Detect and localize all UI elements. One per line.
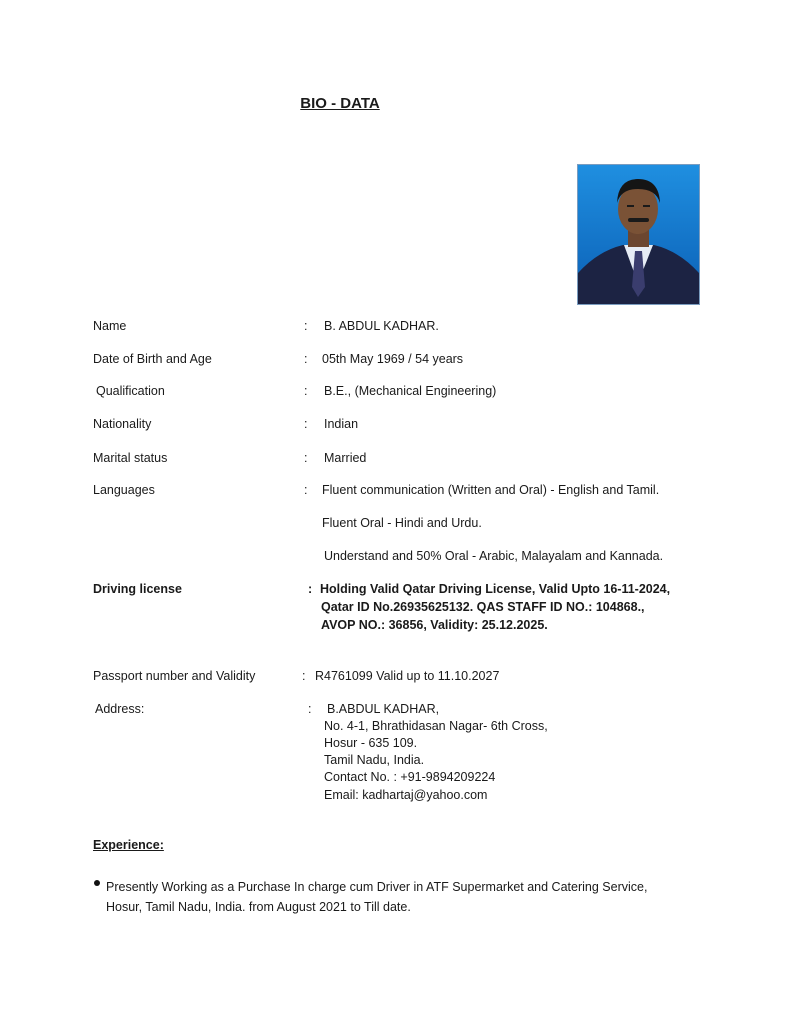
document-title: BIO - DATA bbox=[300, 95, 380, 112]
passport-label: Passport number and Validity bbox=[93, 669, 256, 683]
experience-heading: Experience: bbox=[93, 838, 164, 852]
colon: : bbox=[304, 319, 308, 333]
colon: : bbox=[308, 582, 313, 596]
driving-license-line: AVOP NO.: 36856, Validity: 25.12.2025. bbox=[321, 618, 548, 632]
address-line: Hosur - 635 109. bbox=[324, 736, 418, 750]
email-address: Email: kadhartaj@yahoo.com bbox=[324, 788, 488, 802]
bullet-icon bbox=[94, 880, 100, 886]
languages-line: Fluent Oral - Hindi and Urdu. bbox=[322, 516, 482, 530]
passport-value: R4761099 Valid up to 11.10.2027 bbox=[315, 669, 500, 683]
address-line: No. 4-1, Bhrathidasan Nagar- 6th Cross, bbox=[324, 719, 548, 733]
dob-value: 05th May 1969 / 54 years bbox=[322, 352, 464, 366]
colon: : bbox=[308, 702, 312, 716]
colon: : bbox=[304, 417, 308, 431]
marital-label: Marital status bbox=[93, 451, 168, 465]
driving-license-line: Qatar ID No.26935625132. QAS STAFF ID NO.: 104868., bbox=[321, 600, 645, 614]
address-label: Address: bbox=[95, 702, 145, 716]
address-line: Tamil Nadu, India. bbox=[324, 753, 425, 767]
nationality-label: Nationality bbox=[93, 417, 152, 431]
colon: : bbox=[304, 384, 308, 398]
name-label: Name bbox=[93, 319, 127, 333]
name-value: B. ABDUL KADHAR. bbox=[324, 319, 439, 333]
colon: : bbox=[304, 483, 308, 497]
driving-license-label: Driving license bbox=[93, 582, 182, 596]
qualification-value: B.E., (Mechanical Engineering) bbox=[324, 384, 497, 398]
qualification-label: Qualification bbox=[96, 384, 165, 398]
languages-line: Understand and 50% Oral - Arabic, Malayalam and Kannada. bbox=[324, 549, 664, 563]
address-line: B.ABDUL KADHAR, bbox=[327, 702, 440, 716]
dob-label: Date of Birth and Age bbox=[93, 352, 212, 366]
marital-value: Married bbox=[324, 451, 367, 465]
experience-item: Presently Working as a Purchase In charge cum Driver in ATF Supermarket and Catering Service, Hosur, Tamil Nadu, India. from August 2021 to Till date. bbox=[106, 880, 648, 914]
profile-photo bbox=[577, 164, 700, 305]
colon: : bbox=[302, 669, 306, 683]
driving-license-line: Holding Valid Qatar Driving License, Valid Upto 16-11-2024, bbox=[320, 582, 671, 596]
nationality-value: Indian bbox=[324, 417, 359, 431]
languages-label: Languages bbox=[93, 483, 155, 497]
colon: : bbox=[304, 451, 308, 465]
contact-number: Contact No. : +91-9894209224 bbox=[324, 770, 496, 784]
languages-line: Fluent communication (Written and Oral) - English and Tamil. bbox=[322, 483, 660, 497]
colon: : bbox=[304, 352, 308, 366]
